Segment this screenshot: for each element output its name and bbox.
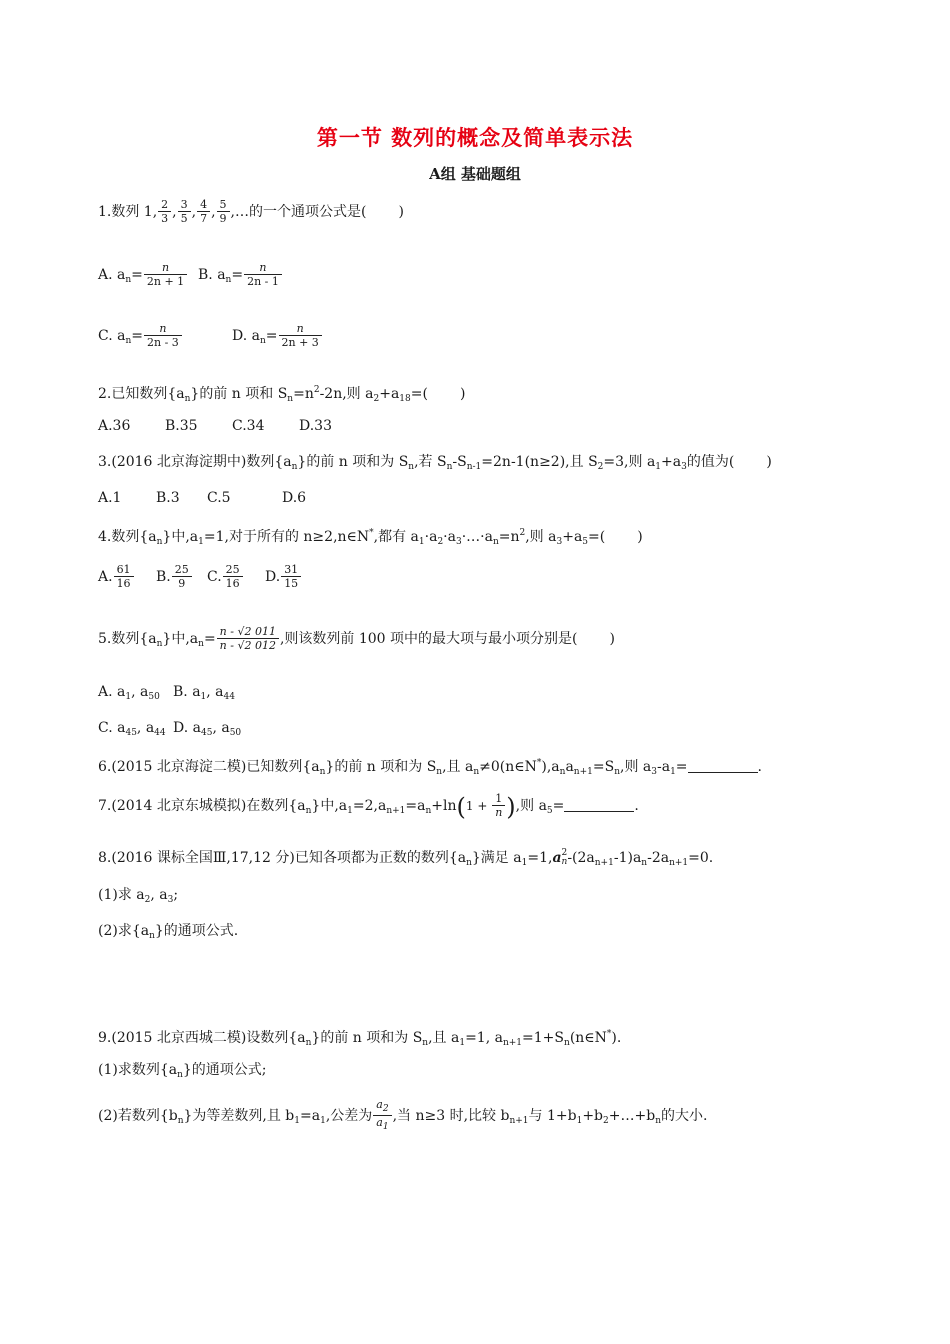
question-7-stem: 7.(2014 北京东城模拟)在数列$\{a_n\}$中$,a_1=2,a_{n+1}=a_n+\ln(1$ + $\frac{1}{n}$ ),则 $a_5=$ . [98,792,639,821]
seq-term: $\frac{4}{7}$ [197,199,210,225]
question-3-option-d: D.6 [282,490,307,506]
section-subtitle: A组 基础题组 [429,165,521,183]
question-4-stem: 4.数列$\{a_n\}$中$,a_1=1$,对于所有的 n≥2,n∈N*,都有 $a_1\cdot a_2\cdot a_3\cdot\dots\cdot a_n=n^2$,则 $a_3+a_5=$( ) [98,528,643,547]
question-1-option-d: D. $a_n=$ $\frac{n}{2n + 3}$ [232,323,323,351]
page-title: 第一节 数列的概念及简单表示法 [316,125,634,150]
question-4-option-c: C. $\frac{25}{16}$ [207,564,244,590]
question-3-option-b: B.3 [156,490,180,506]
question-8-part-1: (1)求 $a_2$, $a_3$; [98,887,179,905]
question-2-option-d: D.33 [299,418,332,434]
question-1-option-c: C. $a_n=$ $\frac{n}{2n - 3}$ [98,323,183,351]
question-3-stem: 3.(2016 北京海淀期中)数列$\{a_n\}$的前 n 项和为 $S_n$,若 $S_n-S_{n-1}=2n-1(n\ge 2)$,且 $S_2=3$,则 $a_1+a_3$的值为( ) [98,454,772,472]
answer-blank[interactable] [688,758,758,773]
question-2-option-a: A.36 [98,418,131,434]
question-4-option-b: B. $\frac{25}{9}$ [156,564,193,590]
seq-term: $\frac{3}{5}$ [178,199,191,225]
question-2-option-c: C.34 [232,418,265,434]
question-9-part-2: (2)若数列$\{b_n\}$为等差数列,且 $b_1=a_1$,公差为 $\frac{a_2}{a_1}$ ,当 n≥3 时,比较 $b_{n+1}$与 $1+b_1+b_2+\dots+b_n$的大小. [98,1098,708,1132]
seq-term: $\frac{2}{3}$ [158,199,171,225]
question-1-stem: 1.数列 1, $\frac{2}{3}$ , $\frac{3}{5}$ , $\frac{4}{7}$ , $\frac{5}{9}$ ,…的一个通项公式是( ) [98,198,404,225]
question-2-stem: 2.已知数列$\{a_n\}$的前 n 项和 $S_n=n^2-2n$,则 $a_2+a_{18}=$( ) [98,385,466,404]
seq-term: $\frac{5}{9}$ [217,199,230,225]
question-3-option-a: A.1 [98,490,122,506]
question-4-option-a: A. $\frac{61}{16}$ [98,564,135,590]
question-5-stem: 5.数列$\{a_n\}$中$,a_n=$ $\frac{n - √2 011}{n - √2 012}$ ,则该数列前 100 项中的最大项与最小项分别是( ) [98,625,615,652]
question-6-stem: 6.(2015 北京海淀二模)已知数列$\{a_n\}$的前 n 项和为 $S_n$,且 $a_n\ne 0(n\in N^*),a_na_{n+1}=S_n$,则 $a_3-a_1=$ . [98,758,762,777]
question-5-option-d: D. $a_{45}$, $a_{50}$ [173,720,242,738]
question-5-option-c: C. $a_{45}$, $a_{44}$ [98,720,166,738]
question-8-stem: 8.(2016 课标全国Ⅲ,17,12 分)已知各项都为正数的数列$\{a_n\}$满足 $a_1=1,a$ 2 n $-(2a_{n+1}-1)a_n-2a_{n+1}=0$. [98,848,714,868]
question-1-option-a: A. $a_n=$ $\frac{n}{2n + 1}$ [98,262,188,290]
question-1-option-b: B. $a_n=$ $\frac{n}{2n - 1}$ [198,262,283,290]
question-4-option-d: D. $\frac{31}{15}$ [265,564,302,590]
question-9-stem: 9.(2015 北京西城二模)设数列$\{a_n\}$的前 n 项和为 $S_n$,且 $a_1=1$, $a_{n+1}=1+S_n(n\in N^*)$. [98,1029,622,1048]
question-5-option-b: B. $a_1$, $a_{44}$ [173,684,235,702]
answer-blank[interactable] [564,797,634,812]
question-2-option-b: B.35 [165,418,198,434]
question-3-option-c: C.5 [207,490,231,506]
question-5-option-a: A. $a_1$, $a_{50}$ [98,684,160,702]
question-9-part-1: (1)求数列$\{a_n\}$的通项公式; [98,1062,267,1080]
question-8-part-2: (2)求$\{a_n\}$的通项公式. [98,923,239,941]
